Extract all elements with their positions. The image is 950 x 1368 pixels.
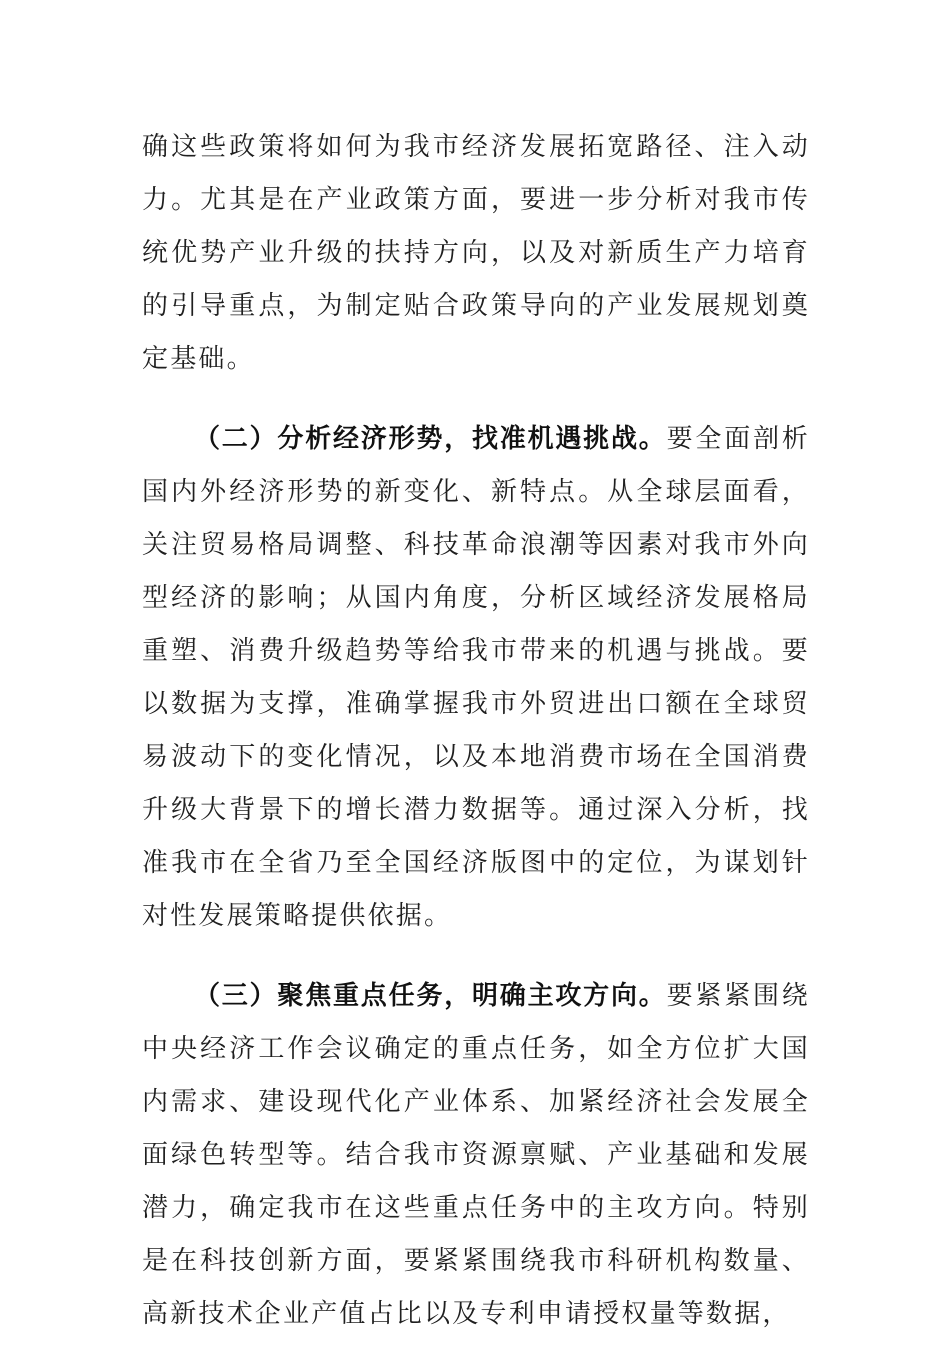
paragraph-text: 确这些政策将如何为我市经济发展拓宽路径、注入动力。尤其是在产业政策方面，要进一步分析对我市传统优势产业升级的扶持方向，以及对新质生产力培育的引导重点，为制定贴合政策导向的产业发展规划奠定基础。 (142, 132, 810, 374)
section-three-paragraph (142, 970, 810, 1341)
document-body (142, 121, 810, 1368)
section-two-text: 要全面剖析国内外经济形势的新变化、新特点。从全球层面看，关注贸易格局调整、科技革命浪潮等因素对我市外向型经济的影响；从国内角度，分析区域经济发展格局重塑、消费升级趋势等给我市带来的机遇与挑战。要以数据为支撑，准确掌握我市外贸进出口额在全球贸易波动下的变化情况，以及本地消费市场在全国消费升级大背景下的增长潜力数据等。通过深入分析，找准我市在全省乃至全国经济版图中的定位，为谋划针对性发展策略提供依据。 (142, 424, 810, 931)
section-three-text: 要紧紧围绕中央经济工作会议确定的重点任务，如全方位扩大国内需求、建设现代化产业体系、加紧经济社会发展全面绿色转型等。结合我市资源禀赋、产业基础和发展潜力，确定我市在这些重点任务中的主攻方向。特别是在科技创新方面，要紧紧围绕我市科研机构数量、高新技术企业产值占比以及专利申请授权量等数据， (142, 981, 810, 1329)
section-three-heading: （三）聚焦重点任务，明确主攻方向。 (194, 981, 667, 1011)
paragraph-continuation (142, 121, 810, 386)
section-two-heading: （二）分析经济形势，找准机遇挑战。 (194, 424, 667, 454)
section-two-paragraph (142, 413, 810, 943)
